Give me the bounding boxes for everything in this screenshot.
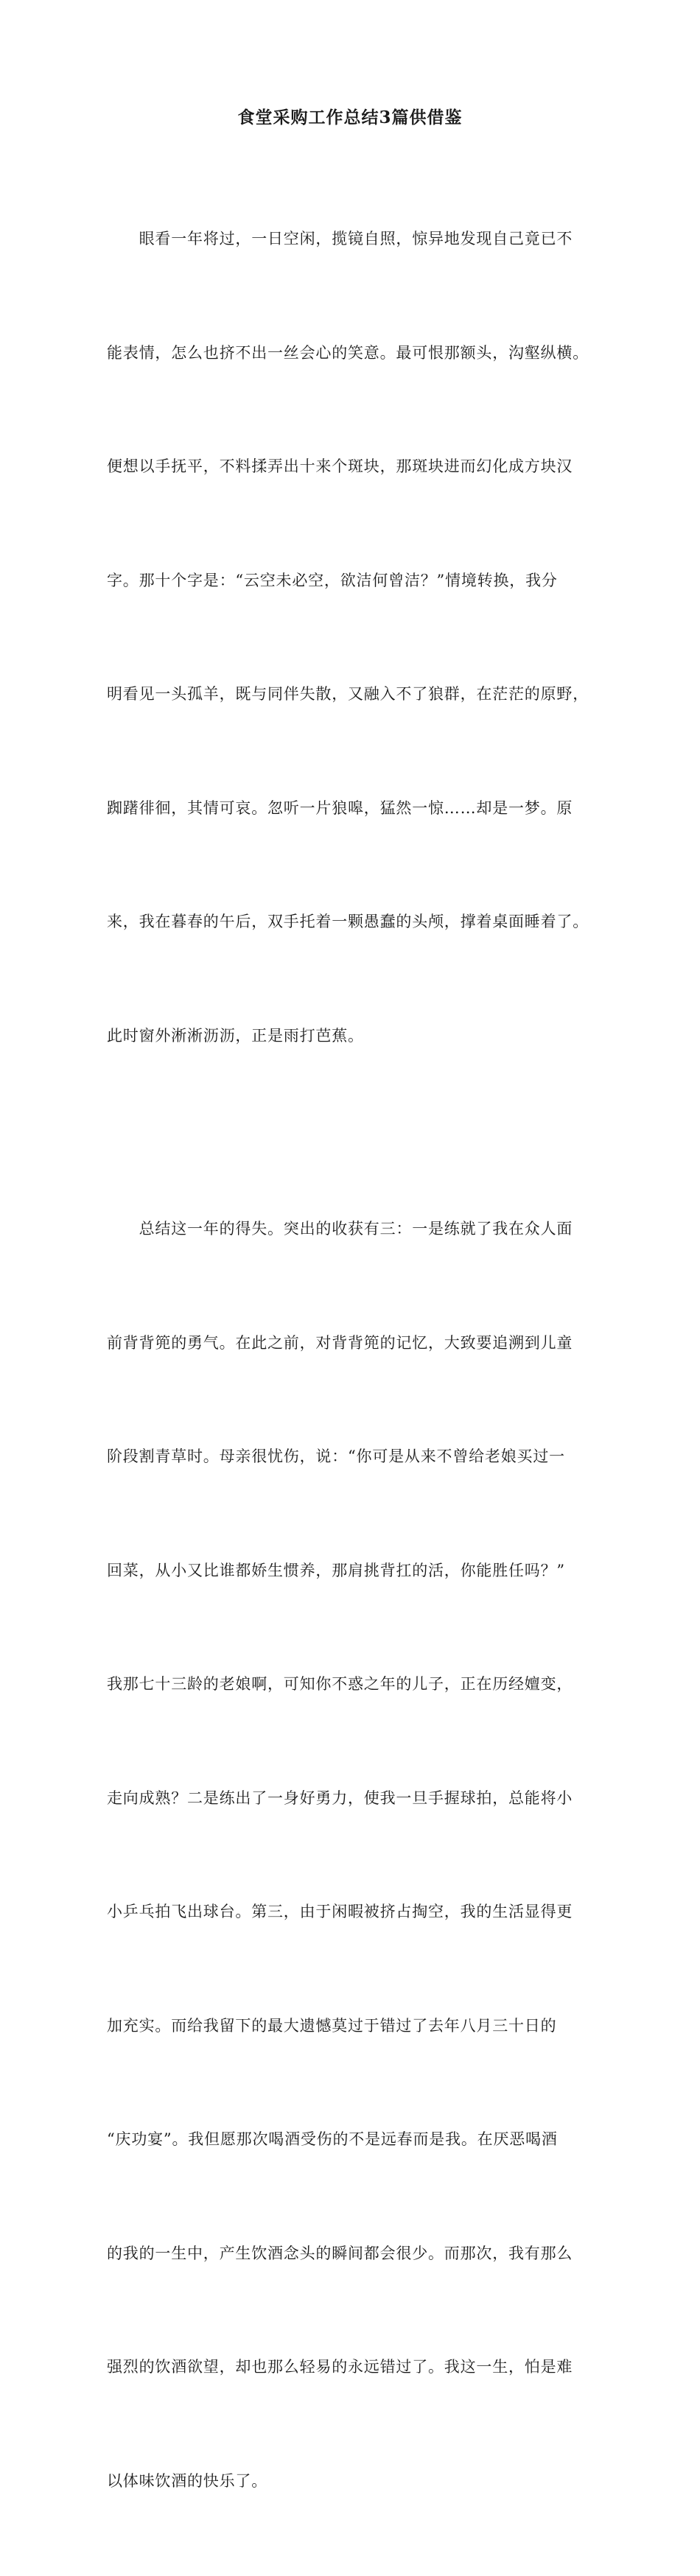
paragraph-1 bbox=[107, 144, 597, 1131]
text-line: 能表情，怎么也挤不出一丝会心的笑意。最可恨那额头，沟壑纵横。 bbox=[107, 343, 589, 362]
text-line: 回菜，从小又比谁都娇生惯养，那肩挑背扛的活，你能胜任吗？” bbox=[107, 1561, 565, 1579]
text-line: “庆功宴”。我但愿那次喝酒受伤的不是远春而是我。在厌恶喝酒 bbox=[107, 2130, 558, 2148]
document-body bbox=[107, 144, 597, 2576]
text-line: 明看见一头孤羊，既与同伴失散，又融入不了狼群，在茫茫的原野， bbox=[107, 685, 589, 703]
text-line: 的我的一生中，产生饮酒念头的瞬间都会很少。而那次，我有那么 bbox=[107, 2244, 573, 2262]
text-line: 踟躇徘徊，其情可哀。忽听一片狼嗥，猛然一惊……却是一梦。原 bbox=[107, 799, 573, 817]
document-title: 食堂采购工作总结3篇供借鉴 bbox=[237, 108, 463, 127]
text-line: 我那七十三龄的老娘啊，可知你不惑之年的儿子，正在历经嬗变， bbox=[107, 1675, 573, 1693]
text-line: 以体味饮酒的快乐了。 bbox=[107, 2471, 267, 2490]
text-line: 强烈的饮酒欲望，却也那么轻易的永远错过了。我这一生，怕是难 bbox=[107, 2358, 573, 2376]
text-line: 便想以手抚平，不料揉弄出十来个斑块，那斑块进而幻化成方块汉 bbox=[107, 457, 573, 475]
paragraph-2 bbox=[107, 1134, 597, 2576]
text-line: 总结这一年的得失。突出的收获有三：一是练就了我在众人面 bbox=[107, 1220, 573, 1238]
text-line: 阶段割青草时。母亲很忧伤，说：“你可是从来不曾给老娘买过一 bbox=[107, 1447, 565, 1465]
text-line: 加充实。而给我留下的最大遗憾莫过于错过了去年八月三十日的 bbox=[107, 2016, 557, 2035]
text-line: 来，我在暮春的午后，双手托着一颗愚蠢的头颅，撑着桌面睡着了。 bbox=[107, 913, 589, 930]
text-line: 眼看一年将过，一日空闲，揽镜自照，惊异地发现自己竟已不 bbox=[107, 230, 573, 248]
text-line: 前背背篼的勇气。在此之前，对背背篼的记忆，大致要追溯到儿童 bbox=[107, 1333, 573, 1352]
text-line: 小乒乓拍飞出球台。第三，由于闲暇被挤占掏空，我的生活显得更 bbox=[107, 1903, 573, 1920]
text-line: 字。那十个字是：“云空未必空，欲洁何曾洁？”情境转换，我分 bbox=[107, 571, 558, 589]
text-line: 走向成熟？二是练出了一身好勇力，使我一旦手握球拍，总能将小 bbox=[107, 1789, 573, 1807]
text-line: 此时窗外淅淅沥沥，正是雨打芭蕉。 bbox=[107, 1026, 364, 1045]
